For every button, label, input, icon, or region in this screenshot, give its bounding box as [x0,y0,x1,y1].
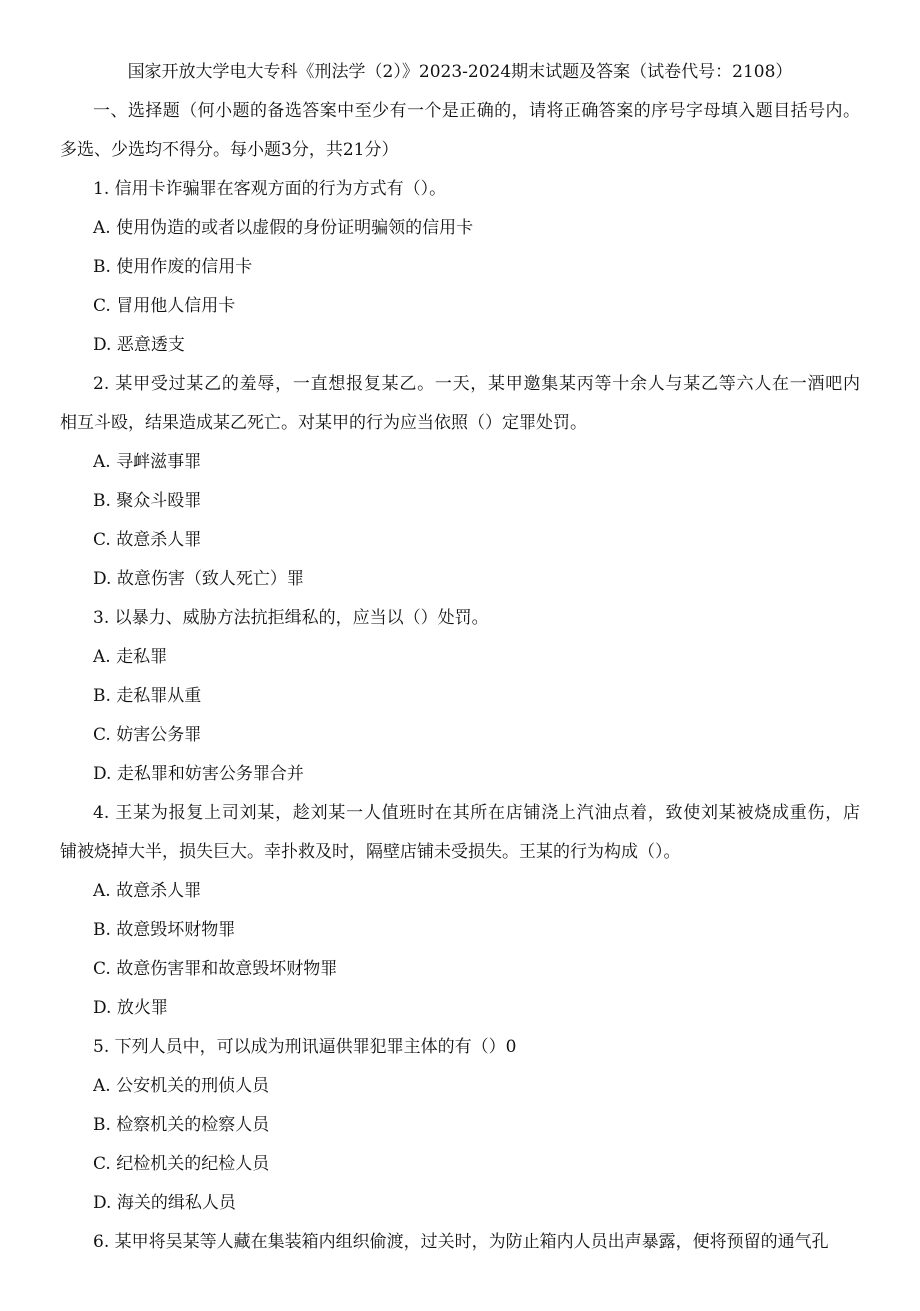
answer-option: A. 寻衅滋事罪 [93,452,202,472]
section-heading: 一、选择题（何小题的备选答案中至少有一个是正确的，请将正确答案的序号字母填入题目括号内。 [93,101,860,121]
question-4 [60,794,860,1028]
question-1 [60,170,860,365]
document-title: 国家开放大学电大专科《刑法学（2）》2023-2024期末试题及答案（试卷代号：2108） [127,62,793,82]
question-6 [60,1223,860,1262]
answer-option: C. 妨害公务罪 [93,725,202,745]
question-stem: 3. 以暴力、威胁方法抗拒缉私的，应当以（）处罚。 [93,608,489,628]
answer-option: D. 走私罪和妨害公务罪合并 [93,764,304,784]
question-list [60,170,860,1262]
answer-option: D. 故意伤害（致人死亡）罪 [93,569,304,589]
answer-option: D. 放火罪 [93,998,168,1018]
question-stem: 4. 王某为报复上司刘某，趁刘某一人值班时在其所在店铺浇上汽油点着，致使刘某被烧成重伤，店 [93,803,860,823]
answer-option: C. 纪检机关的纪检人员 [93,1154,270,1174]
answer-option: A. 使用伪造的或者以虚假的身份证明骗领的信用卡 [93,218,474,238]
question-stem: 2. 某甲受过某乙的羞辱，一直想报复某乙。一天，某甲邀集某丙等十余人与某乙等六人在一酒吧内 [93,374,860,394]
question-5 [60,1028,860,1223]
question-2 [60,365,860,599]
answer-option: A. 故意杀人罪 [93,881,202,901]
answer-option: B. 故意毁坏财物罪 [93,920,236,940]
question-stem: 6. 某甲将吴某等人藏在集装箱内组织偷渡，过关时，为防止箱内人员出声暴露，便将预留的通气孔 [93,1232,829,1252]
answer-option: A. 走私罪 [93,647,168,667]
question-stem: 5. 下列人员中，可以成为刑讯逼供罪犯罪主体的有（）0 [93,1037,517,1057]
answer-option: B. 检察机关的检察人员 [93,1115,270,1135]
answer-option: B. 使用作废的信用卡 [93,257,253,277]
section-heading-cont: 多选、少选均不得分。每小题3分，共21分） [60,140,399,160]
question-stem: 铺被烧掉大半，损失巨大。幸扑救及时，隔壁店铺未受损失。王某的行为构成（）。 [60,842,681,862]
answer-option: A. 公安机关的刑侦人员 [93,1076,270,1096]
answer-option: C. 故意伤害罪和故意毁坏财物罪 [93,959,338,979]
question-3 [60,599,860,794]
answer-option: D. 海关的缉私人员 [93,1193,236,1213]
answer-option: B. 走私罪从重 [93,686,202,706]
document-page [60,53,860,1262]
answer-option: D. 恶意透支 [93,335,185,355]
answer-option: C. 故意杀人罪 [93,530,202,550]
answer-option: B. 聚众斗殴罪 [93,491,202,511]
answer-option: C. 冒用他人信用卡 [93,296,236,316]
question-stem: 1. 信用卡诈骗罪在客观方面的行为方式有（）。 [93,179,447,199]
question-stem: 相互斗殴，结果造成某乙死亡。对某甲的行为应当依照（）定罪处罚。 [60,413,587,433]
